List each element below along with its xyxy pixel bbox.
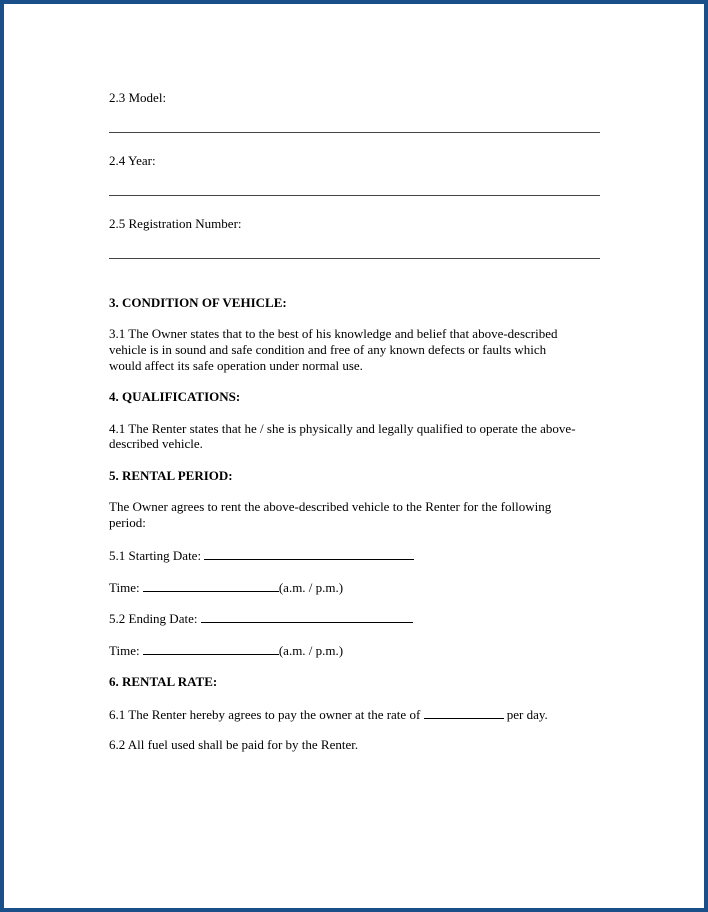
end-time-row <box>109 642 343 659</box>
rate-suffix: per day. <box>506 707 548 722</box>
start-time-label: Time: <box>109 580 140 595</box>
condition-text-line3: would affect its safe operation under normal use. <box>109 358 363 373</box>
year-label: 2.4 Year: <box>109 153 156 168</box>
end-ampm: (a.m. / p.m.) <box>278 643 344 658</box>
starting-date-field[interactable] <box>204 547 414 560</box>
starting-date-row <box>109 547 414 564</box>
condition-text-line1: 3.1 The Owner states that to the best of his knowledge and belief that above-described <box>109 326 558 341</box>
rental-rate-heading: 6. RENTAL RATE: <box>109 674 218 689</box>
fuel-clause: 6.2 All fuel used shall be paid for by the Renter. <box>109 737 359 752</box>
model-label: 2.3 Model: <box>109 90 167 105</box>
start-time-field[interactable] <box>143 579 279 592</box>
condition-text-line2: vehicle is in sound and safe condition and free of any known defects or faults which <box>109 342 547 357</box>
start-time-row <box>109 579 343 596</box>
rental-period-text-line1: The Owner agrees to rent the above-described vehicle to the Renter for the following <box>109 499 552 514</box>
condition-heading: 3. CONDITION OF VEHICLE: <box>109 295 287 310</box>
qualifications-heading: 4. QUALIFICATIONS: <box>109 389 241 404</box>
starting-date-label: 5.1 Starting Date: <box>109 548 202 563</box>
rate-field[interactable] <box>424 706 504 719</box>
qualifications-text-line2: described vehicle. <box>109 436 203 451</box>
registration-line[interactable] <box>109 258 600 259</box>
start-ampm: (a.m. / p.m.) <box>278 580 344 595</box>
rental-period-heading: 5. RENTAL PERIOD: <box>109 468 233 483</box>
ending-date-label: 5.2 Ending Date: <box>109 611 198 626</box>
rental-period-text-line2: period: <box>109 515 146 530</box>
end-time-field[interactable] <box>143 642 279 655</box>
ending-date-row <box>109 610 413 627</box>
model-line[interactable] <box>109 132 600 133</box>
year-line[interactable] <box>109 195 600 196</box>
rate-prefix: 6.1 The Renter hereby agrees to pay the owner at the rate of <box>109 707 421 722</box>
ending-date-field[interactable] <box>201 610 413 623</box>
qualifications-text-line1: 4.1 The Renter states that he / she is physically and legally qualified to operate the above- <box>109 421 576 436</box>
rate-row <box>109 706 548 723</box>
registration-label: 2.5 Registration Number: <box>109 216 242 231</box>
end-time-label: Time: <box>109 643 140 658</box>
